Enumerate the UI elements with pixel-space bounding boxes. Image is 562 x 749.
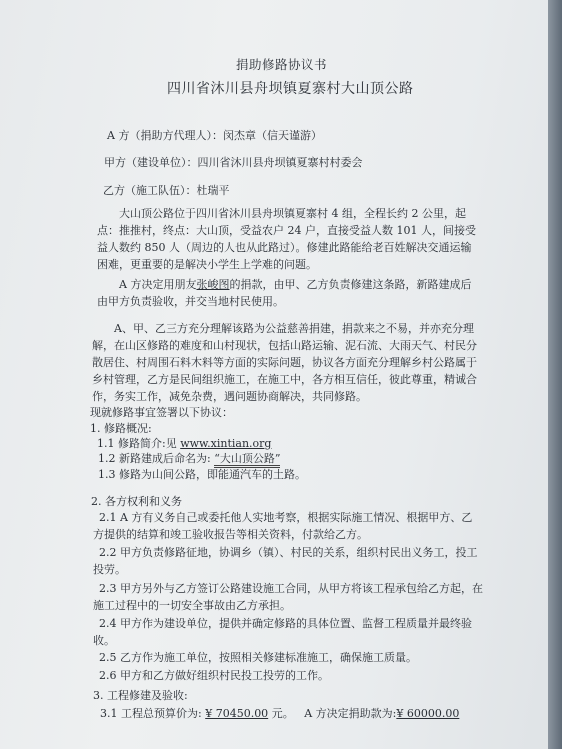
section2-item1: 2.1 A 方有义务自己或委托他人实地考察，根据实际施工情况、根据甲方、乙方提供的结算和竣工验收报告等相关资料，付款给乙方。: [93, 511, 473, 541]
section2-heading: 2. 各方权利和义务: [91, 495, 182, 508]
intro-paragraph-1: 大山顶公路位于四川省沐川县舟坝镇夏寨村 4 组，全程长约 2 公里，起点：推推村，终点：大山顶，受益农户 24 户，直接受益人数 101 人，间接受益人数约 850 人（周边的人也从此路过）。修建此路能给老百姓解决交通运输困难，更重要的是解决小学生上学难的问题。: [97, 207, 476, 271]
website-link[interactable]: www.xintian.org: [180, 437, 272, 450]
total-budget-amount: ¥ 70450.00: [205, 707, 269, 720]
a-party-line: A 方（捐助方代理人）：闵杰章（信天谨游）: [107, 129, 322, 142]
para2-prefix: A 方决定用朋友: [119, 278, 197, 291]
section1-item3: 1.3 修路为山间公路，即能通汽车的土路。: [98, 468, 306, 481]
section2-item4: 2.4 甲方作为建设单位，提供并确定修路的具体位置、监督工程质量并最终验收。: [93, 617, 472, 647]
agreement-intro: 现就修路事宜签署以下协议：: [90, 406, 233, 419]
donor-friend-name: 张峻图: [196, 278, 230, 291]
donation-amount: ¥ 60000.00: [396, 707, 460, 720]
section2-item3: 2.3 甲方另外与乙方签订公路建设施工合同，从甲方将该工程承包给乙方起，在施工过程中的一切安全事故由乙方承担。: [93, 582, 483, 612]
section2-item6: 2.6 甲方和乙方做好组织村民投工投劳的工作。: [99, 669, 329, 682]
jia-party-line: 甲方（建设单位）：四川省沐川县舟坝镇夏寨村村委会: [104, 156, 363, 169]
section2-item2: 2.2 甲方负责修路征地，协调乡（镇）、村民的关系，组织村民出义务工，投工投劳。: [93, 546, 478, 576]
section3-heading: 3. 工程修建及验收:: [93, 689, 188, 702]
section2-item5: 2.5 乙方作为施工单位，按照相关修建标准施工，确保施工质量。: [99, 651, 417, 664]
para2-suffix: 的捐款，由甲、乙方负责修建这条路，新路建成后由甲方负责验收，并交当地村民使用。: [97, 278, 472, 308]
intro-paragraph-2: [97, 276, 482, 310]
section1-heading: 1. 修路概况:: [90, 422, 152, 435]
document-subtitle: 四川省沐川县舟坝镇夏寨村大山顶公路: [167, 81, 414, 97]
document-title: 捐助修路协议书: [236, 57, 328, 72]
intro-paragraph-3: A、甲、乙三方充分理解该路为公益慈善捐建，捐款来之不易，并亦充分理解，在山区修路的难度和山村现状，包括山路运输、泥石流、大雨天气、村民分散居住、村周围石料木料等方面的实际问题，协议各方面充分理解乡村公路属于乡村管理，乙方是民间组织施工，在施工中，各方相互信任，彼此尊重，精诚合作，务实工作，减免杂费，遇问题协商解决，共同修路。: [92, 322, 477, 403]
section1-item2: 1.2 新路建成后命名为: “大山顶公路”: [98, 452, 280, 465]
section1-item1: 1.1 修路简介:见 www.xintian.org: [97, 437, 272, 450]
yi-party-line: 乙方（施工队伍）：杜瑞平: [103, 184, 230, 197]
road-name: “大山顶公路”: [214, 452, 280, 468]
background-edge: [548, 0, 562, 749]
section3-item1: 3.1 工程总预算价为: ¥ 70450.00 元。 A 方决定捐助款为:¥ 60000.00: [100, 707, 460, 720]
